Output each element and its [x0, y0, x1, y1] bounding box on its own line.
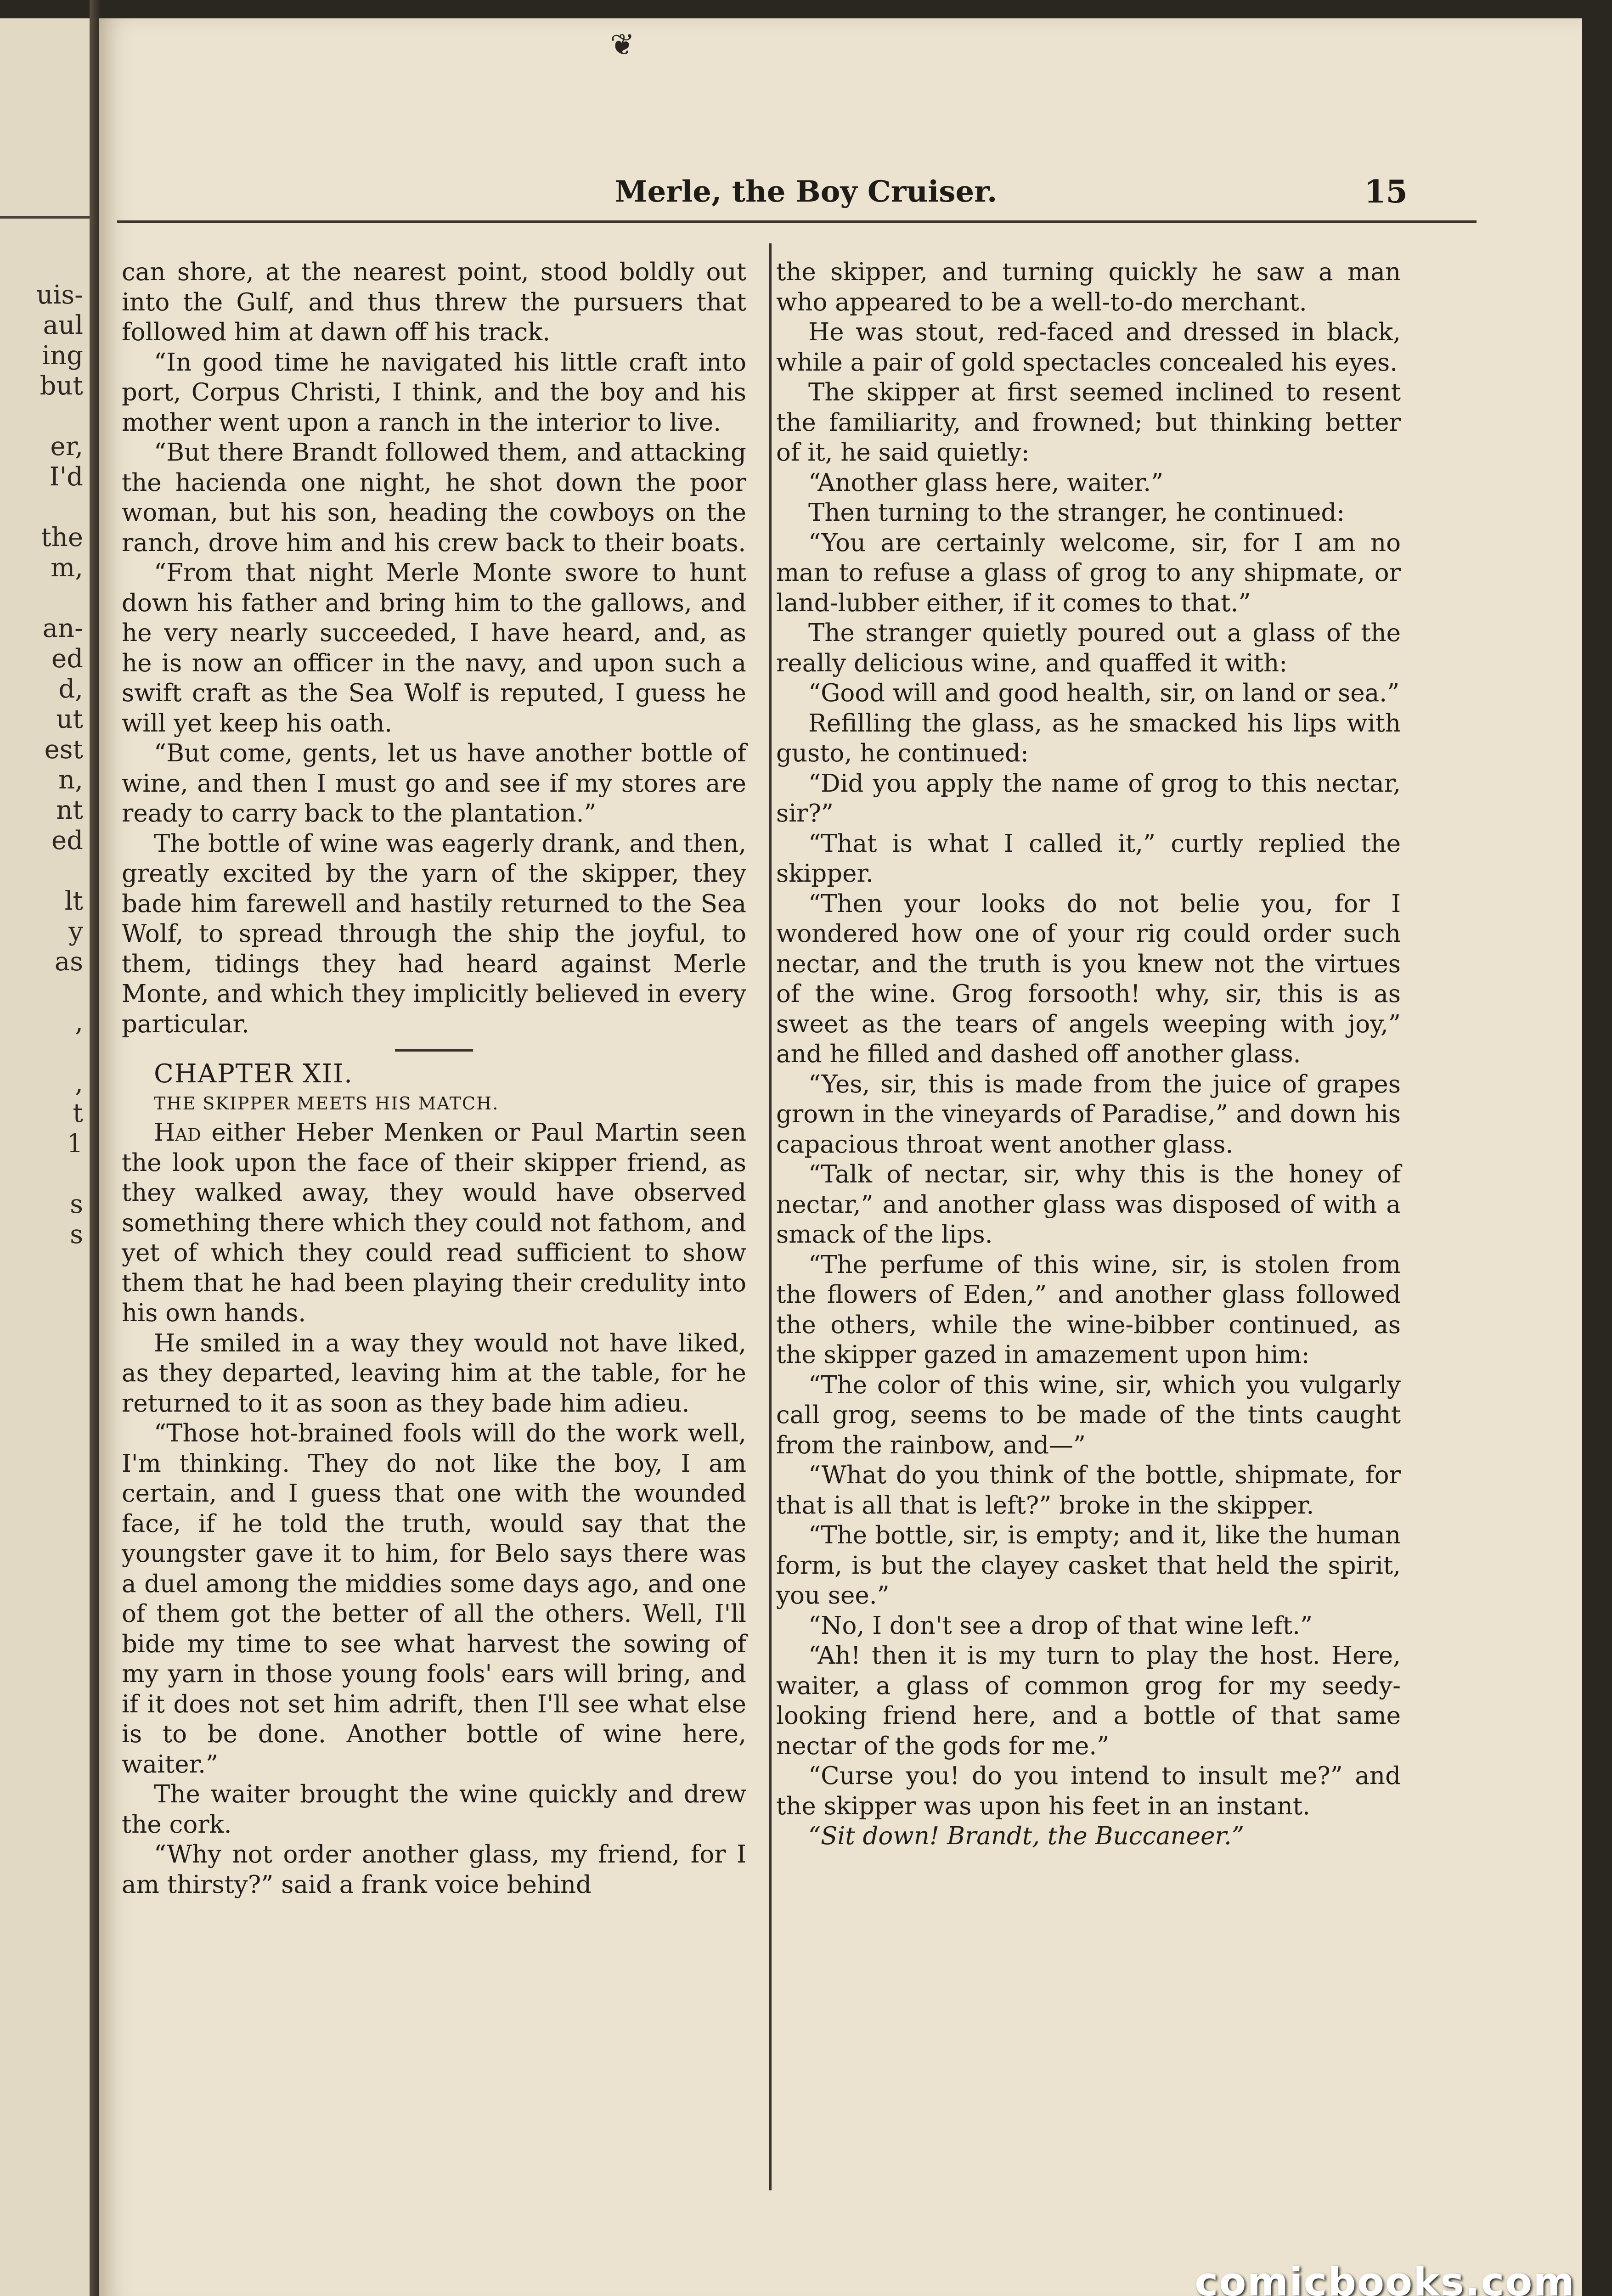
header-rule [117, 220, 1477, 223]
previous-page-fragment: aul [43, 310, 83, 340]
previous-page-fragment: t [73, 1098, 83, 1128]
paragraph: “But come, gents, let us have another bottle of wine, and then I must go and see if my stores are ready to carry back to the plantation.” [122, 739, 746, 827]
paragraph: “Yes, sir, this is made from the juice of grapes grown in the vineyards of Paradise,” and down his capacious throat went another glass. [776, 1070, 1401, 1159]
left-column [122, 257, 746, 1900]
previous-page-fragment: , [75, 1068, 83, 1098]
previous-page-fragment: , [75, 1007, 83, 1037]
paragraph: “From that night Merle Monte swore to hunt down his father and bring him to the gallows, and he very nearly succeeded, I have heard, and, as he is now an officer in the navy, and upon such a swift craft as the Sea Wolf is reputed, I guess he will yet keep his oath. [122, 559, 746, 737]
previous-page-fragment: m, [51, 553, 83, 583]
paragraph: “Those hot-brained fools will do the work well, I'm thinking. They do not like the boy, I am certain, and I guess that one with the wounded face, if he told the truth, would say that the youngster gave it to him, for Belo says there was a duel among the middies some days ago, and one of them got the better of all the others. Well, I'll bide my time to see what harvest the sowing of my yarn in those young fools' ears will bring, and if it does not set him adrift, then I'll see what else is to be done. Another bottle of wine here, waiter.” [122, 1419, 746, 1778]
paragraph: “The bottle, sir, is empty; and it, like the human form, is but the clayey casket that held the spirit, you see.” [776, 1521, 1401, 1609]
paragraph: He was stout, red-faced and dressed in black, while a pair of gold spectacles concealed his eyes. [776, 318, 1401, 377]
previous-page-fragment: s [70, 1220, 83, 1249]
page-number: 15 [1364, 174, 1408, 210]
previous-page-fragment: ing [42, 341, 83, 371]
chapter-rule [395, 1049, 473, 1052]
right-column [776, 257, 1401, 1851]
previous-page-fragment: nt [56, 795, 83, 825]
previous-page-fragment: as [54, 947, 83, 977]
previous-page-fragment: I'd [49, 462, 83, 492]
paragraph: The bottle of wine was eagerly drank, and then, greatly excited by the yarn of the skipper, they bade him farewell and hastily returned to the Sea Wolf, to spread through the ship the joyful, to them, tidings they had heard against Merle Monte, and which they implicitly believed in every particular. [122, 829, 746, 1038]
paragraph: can shore, at the nearest point, stood boldly out into the Gulf, and thus threw the pursuers that followed him at dawn off his track. [122, 258, 746, 346]
paragraph: “Ah! then it is my turn to play the host. Here, waiter, a glass of common grog for my seedy-looking friend here, and a bottle of that same nectar of the gods for me.” [776, 1642, 1401, 1760]
paragraph: “Curse you! do you intend to insult me?” and the skipper was upon his feet in an instant. [776, 1762, 1401, 1820]
dropword: Had [154, 1119, 201, 1147]
previous-page-fragment: s [70, 1189, 83, 1219]
chapter-subtitle: THE SKIPPER MEETS HIS MATCH. [154, 1093, 499, 1114]
previous-page-fragment: but [39, 371, 83, 401]
book-page [99, 18, 1582, 2296]
previous-page-fragment: the [41, 523, 83, 552]
previous-page-fragment: ut [56, 704, 83, 734]
paragraph [776, 1821, 1401, 1851]
paragraph: “No, I don't see a drop of that wine left.” [808, 1611, 1313, 1640]
column-rule [769, 243, 772, 2190]
paragraph: The waiter brought the wine quickly and drew the cork. [122, 1780, 746, 1839]
paragraph: “In good time he navigated his little craft into port, Corpus Christi, I think, and the boy and his mother went upon a ranch in the interior to live. [122, 348, 746, 437]
paragraph: The stranger quietly poured out a glass of the really delicious wine, and quaffed it with: [776, 619, 1401, 677]
previous-page-fragment: an- [42, 613, 83, 643]
paragraph: Then turning to the stranger, he continued: [808, 499, 1345, 527]
paragraph: “What do you think of the bottle, shipmate, for that is all that is left?” broke in the skipper. [776, 1461, 1401, 1519]
paragraph: “Talk of nectar, sir, why this is the honey of nectar,” and another glass was disposed of with a smack of the lips. [776, 1160, 1401, 1249]
paragraph: “Then your looks do not belie you, for I wondered how one of your rig could order such nectar, and the truth is you knew not the virtues of the wine. Grog forsooth! why, sir, this is as sweet as the tears of angels weeping with joy,” and he filled and dashed off another glass. [776, 889, 1401, 1068]
paragraph: “The perfume of this wine, sir, is stolen from the flowers of Eden,” and another glass followed the others, while the wine-bibber continued, as the skipper gazed in amazement upon him: [776, 1250, 1401, 1369]
previous-page-fragment: er, [50, 432, 83, 461]
paragraph: “The color of this wine, sir, which you vulgarly call grog, seems to be made of the tints caught from the rainbow, and—” [776, 1371, 1401, 1459]
chapter-title: CHAPTER XII. [154, 1059, 353, 1089]
paragraph-text: “Sit down! Brandt, the Buccaneer.” [808, 1822, 1244, 1850]
previous-page-fragment: n, [58, 765, 83, 795]
running-head: Merle, the Boy Cruiser. [614, 174, 998, 209]
paragraph: the skipper, and turning quickly he saw a man who appeared to be a well-to-do merchant. [776, 258, 1401, 316]
paragraph: “But there Brandt followed them, and attacking the hacienda one night, he shot down the poor woman, but his son, heading the cowboys on the ranch, drove him and his crew back to their boats. [122, 439, 746, 557]
paragraph: He smiled in a way they would not have liked, as they departed, leaving him at the table, for he returned to it as soon as they bade him adieu. [122, 1329, 746, 1418]
paragraph: “Another glass here, waiter.” [808, 468, 1164, 497]
previous-page-fragment: y [68, 917, 83, 946]
paragraph: “You are certainly welcome, sir, for I am no man to refuse a glass of grog to any shipmate, or land-lubber either, if it comes to that.” [776, 529, 1401, 617]
paragraph: “Good will and good health, sir, on land or sea.” [808, 679, 1400, 707]
previous-page-fragment: est [44, 735, 83, 765]
previous-page-fragment: d, [58, 674, 83, 704]
paragraph: “Did you apply the name of grog to this nectar, sir?” [776, 769, 1401, 827]
previous-page-rule [0, 216, 90, 219]
watermark: comicbooks.com [1195, 2259, 1575, 2296]
previous-page-fragment: ed [51, 644, 83, 674]
paragraph: “Why not order another glass, my friend, for I am thirsty?” said a frank voice behind [122, 1840, 746, 1899]
paragraph [122, 1118, 746, 1328]
previous-page-fragment: uis- [36, 280, 83, 310]
paragraph: The skipper at first seemed inclined to resent the familiarity, and frowned; but thinking better of it, he said quietly: [776, 378, 1401, 467]
paragraph: “That is what I called it,” curtly replied the skipper. [776, 829, 1401, 888]
ornament-icon: ❦ [610, 28, 635, 62]
paragraph: Refilling the glass, as he smacked his lips with gusto, he continued: [776, 709, 1401, 767]
previous-page-fragment: 1 [67, 1129, 83, 1159]
paragraph-text: either Heber Menken or Paul Martin seen the look upon the face of their skipper friend, as they walked away, they would have observed something there which they could not fathom, and yet of which they could read sufficient to show them that he had been playing their credulity into his own hands. [122, 1119, 746, 1327]
previous-page-edge [0, 18, 91, 2296]
previous-page-fragment: lt [64, 886, 83, 916]
previous-page-fragment: ed [51, 826, 83, 855]
